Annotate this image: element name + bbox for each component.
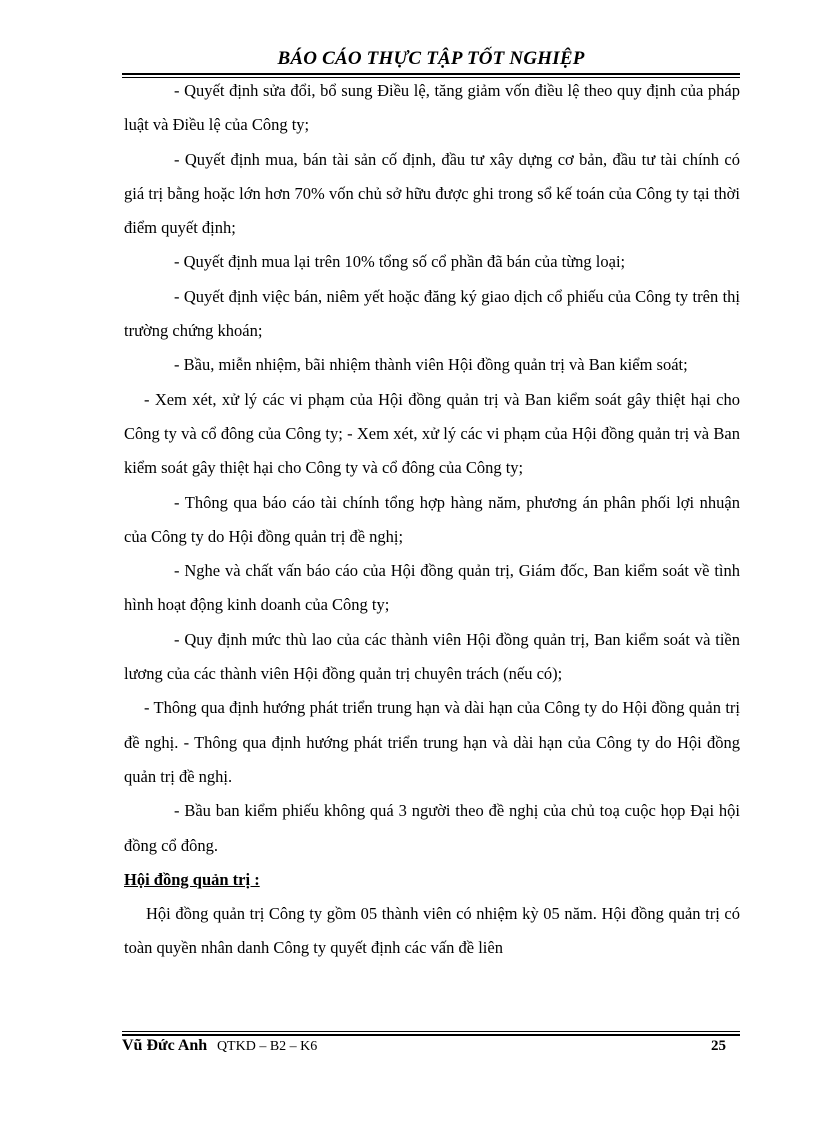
paragraph-amend-charter: - Quyết định sửa đổi, bổ sung Điều lệ, tăng giảm vốn điều lệ theo quy định của pháp luật và Điều lệ của Công ty; bbox=[124, 81, 740, 135]
footer-author: Vũ Đức Anh bbox=[122, 1037, 208, 1054]
paragraph-development-plan: - Thông qua định hướng phát triển trung hạn và dài hạn của Công ty do Hội đồng quản trị đề nghị. - Thông qua định hướng phát triển trung hạn và dài hạn của Công ty do Hội đồng quản trị đề nghị. bbox=[124, 698, 740, 786]
page-number: 25 bbox=[711, 1038, 726, 1054]
paragraph-hear-reports: - Nghe và chất vấn báo cáo của Hội đồng quản trị, Giám đốc, Ban kiểm soát về tình hình hoạt động kinh doanh của Công ty; bbox=[124, 561, 740, 615]
paragraph-buyback-shares: - Quyết định mua lại trên 10% tổng số cổ phần đã bán của từng loại; bbox=[174, 252, 626, 272]
paragraph-remuneration: - Quy định mức thù lao của các thành viên Hội đồng quản trị, Ban kiểm soát và tiền lương của các thành viên Hội đồng quản trị chuyên trách (nếu có); bbox=[124, 629, 740, 684]
paragraph-financial-report: - Thông qua báo cáo tài chính tổng hợp hàng năm, phương án phân phối lợi nhuận của Công ty do Hội đồng quản trị đề nghị; bbox=[124, 492, 740, 546]
paragraph-listing-shares: - Quyết định việc bán, niêm yết hoặc đăng ký giao dịch cổ phiếu của Công ty trên thị trường chứng khoán; bbox=[124, 286, 740, 341]
document-body bbox=[124, 74, 740, 966]
footer-class: QTKD – B2 – K6 bbox=[216, 1039, 318, 1054]
paragraph-elect-board: - Bầu, miễn nhiệm, bãi nhiệm thành viên Hội đồng quản trị và Ban kiểm soát; bbox=[174, 355, 688, 375]
paragraph-fixed-assets: - Quyết định mua, bán tài sản cố định, đầu tư xây dựng cơ bản, đầu tư tài chính có giá trị bằng hoặc lớn hơn 70% vốn chủ sở hữu được ghi trong sổ kế toán của Công ty tại thời điểm quyết định; bbox=[124, 149, 740, 238]
section-title-board: Hội đồng quản trị : bbox=[124, 869, 260, 889]
paragraph-vote-counting: - Bầu ban kiểm phiếu không quá 3 người theo đề nghị của chủ toạ cuộc họp Đại hội đồng cổ đông. bbox=[124, 801, 740, 855]
footer-rule-top bbox=[122, 1031, 740, 1032]
report-header-title: BÁO CÁO THỰC TẬP TỐT NGHIỆP bbox=[277, 48, 585, 69]
page-footer bbox=[122, 1036, 740, 1057]
paragraph-review-violations: - Xem xét, xử lý các vi phạm của Hội đồng quản trị và Ban kiểm soát gây thiệt hại cho Công ty và cổ đông của Công ty; - Xem xét, xử lý các vi phạm của Hội đồng quản trị và Ban kiểm soát gây thiệt hại cho Công ty và cổ đông của Công ty; bbox=[124, 389, 740, 478]
paragraph-board-intro: Hội đồng quản trị Công ty gồm 05 thành viên có nhiệm kỳ 05 năm. Hội đồng quản trị có toàn quyền nhân danh Công ty quyết định các vấn đề liên bbox=[124, 904, 740, 958]
